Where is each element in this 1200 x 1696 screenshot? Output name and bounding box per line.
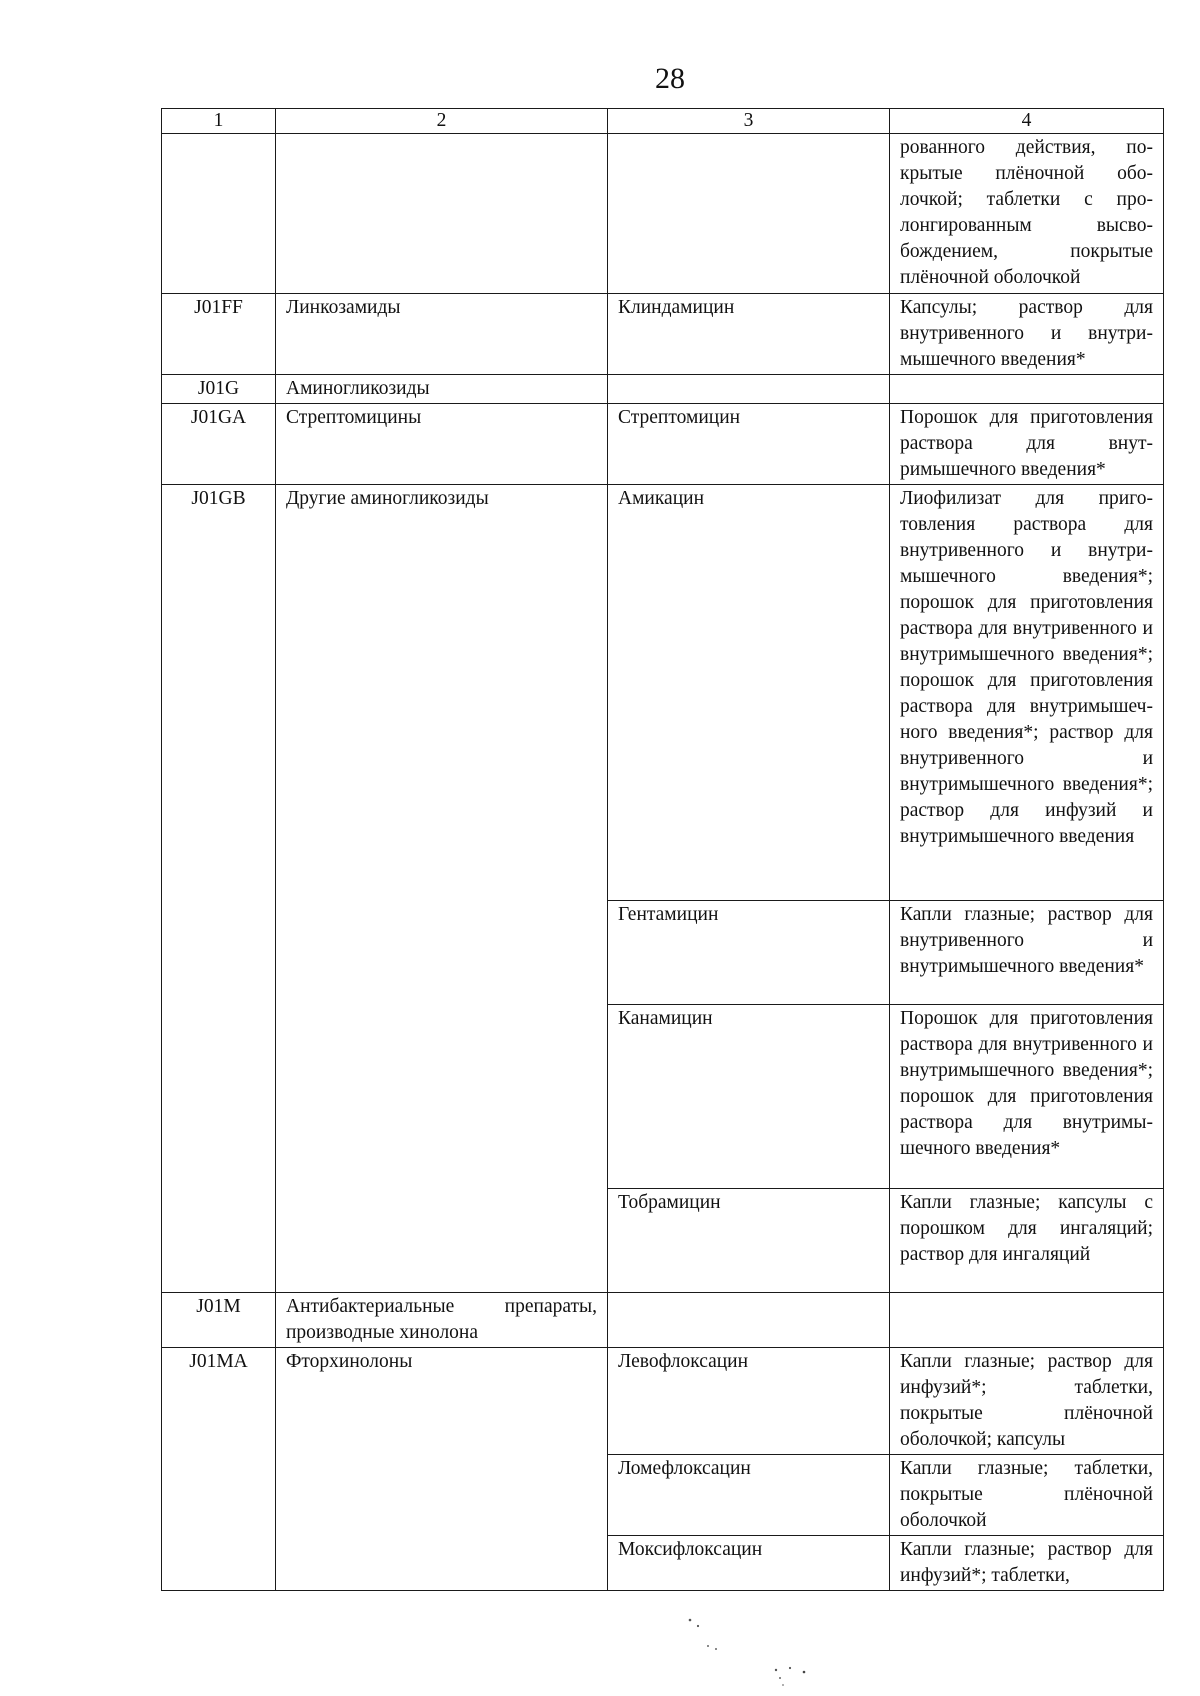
drug-name-cell: Левофлоксацин (608, 1348, 890, 1455)
dosage-forms-cell: Порошок для приготовления раствора для внутривенного и внутримышечного введения*; порошок для приготовления раствора для внутримышечного введения* (890, 1005, 1164, 1189)
drug-name-cell (608, 375, 890, 404)
atc-code-cell: J01GA (162, 404, 276, 485)
drug-name-cell: Гентамицин (608, 901, 890, 1005)
group-name-cell: Другие аминогликозиды (276, 485, 608, 1293)
table-row (162, 134, 1164, 294)
dosage-forms-cell: Капсулы; раствор для внутривенного и внутримышечного введения* (890, 294, 1164, 375)
drug-name-cell: Клиндамицин (608, 294, 890, 375)
atc-code-cell: J01FF (162, 294, 276, 375)
group-name-cell: Стрептомицины (276, 404, 608, 485)
dosage-forms-cell: Порошок для приготовления раствора для внутримышечного введения* (890, 404, 1164, 485)
table-row (162, 375, 1164, 404)
column-header-group: 2 (276, 109, 608, 134)
atc-code-cell: J01GB (162, 485, 276, 1293)
dosage-forms-cell (890, 375, 1164, 404)
drug-name-cell (608, 134, 890, 294)
table-row (162, 404, 1164, 485)
dosage-forms-cell: Капли глазные; раствор для инфузий*; таблетки, покрытые плёночной оболочкой; капсулы (890, 1348, 1164, 1455)
dosage-forms-cell: Капли глазные; раствор для инфузий*; таблетки, (890, 1536, 1164, 1591)
drug-list-table (161, 108, 1164, 1591)
drug-name-cell: Тобрамицин (608, 1189, 890, 1293)
group-name-cell: Аминогликозиды (276, 375, 608, 404)
drug-name-cell: Стрептомицин (608, 404, 890, 485)
atc-code-cell: J01MA (162, 1348, 276, 1591)
dosage-forms-cell: Капли глазные; раствор для внутривенного и внутримышечного введения* (890, 901, 1164, 1005)
group-name-cell: Антибактериальные препараты, производные хинолона (276, 1293, 608, 1348)
table-row (162, 485, 1164, 901)
column-header-dosage-forms: 4 (890, 109, 1164, 134)
dosage-forms-cell: рованного действия, покрытые плёночной оболочкой; таблетки с пролонгированным высвобождением, покрытые плёночной оболочкой (890, 134, 1164, 294)
drug-name-cell: Моксифлоксацин (608, 1536, 890, 1591)
drug-name-cell (608, 1293, 890, 1348)
dosage-forms-cell: Капли глазные; таблетки, покрытые плёночной оболочкой (890, 1455, 1164, 1536)
scan-specks (680, 1612, 840, 1692)
dosage-forms-cell: Капли глазные; капсулы с порошком для ингаляций; раствор для ингаляций (890, 1189, 1164, 1293)
page-number: 28 (655, 62, 685, 95)
table-row (162, 294, 1164, 375)
drug-name-cell: Канамицин (608, 1005, 890, 1189)
drug-name-cell: Ломефлоксацин (608, 1455, 890, 1536)
drug-name-cell: Амикацин (608, 485, 890, 901)
group-name-cell (276, 134, 608, 294)
table-row (162, 1348, 1164, 1455)
table-row (162, 1293, 1164, 1348)
atc-code-cell (162, 134, 276, 294)
atc-code-cell: J01G (162, 375, 276, 404)
column-header-atc-code: 1 (162, 109, 276, 134)
table-header-row (162, 109, 1164, 134)
dosage-forms-cell: Лиофилизат для приготовления раствора для внутривенного и внутримышечного введения*; порошок для приготовления раствора для внутривенного и внутримышечного введения*; порошок для приготовления раствора для внутримышечного введения*; раствор для внутривенного и внутримышечного введения*; раствор для инфузий и внутримышечного введения (890, 485, 1164, 901)
group-name-cell: Фторхинолоны (276, 1348, 608, 1591)
group-name-cell: Линкозамиды (276, 294, 608, 375)
column-header-drug: 3 (608, 109, 890, 134)
atc-code-cell: J01M (162, 1293, 276, 1348)
dosage-forms-cell (890, 1293, 1164, 1348)
